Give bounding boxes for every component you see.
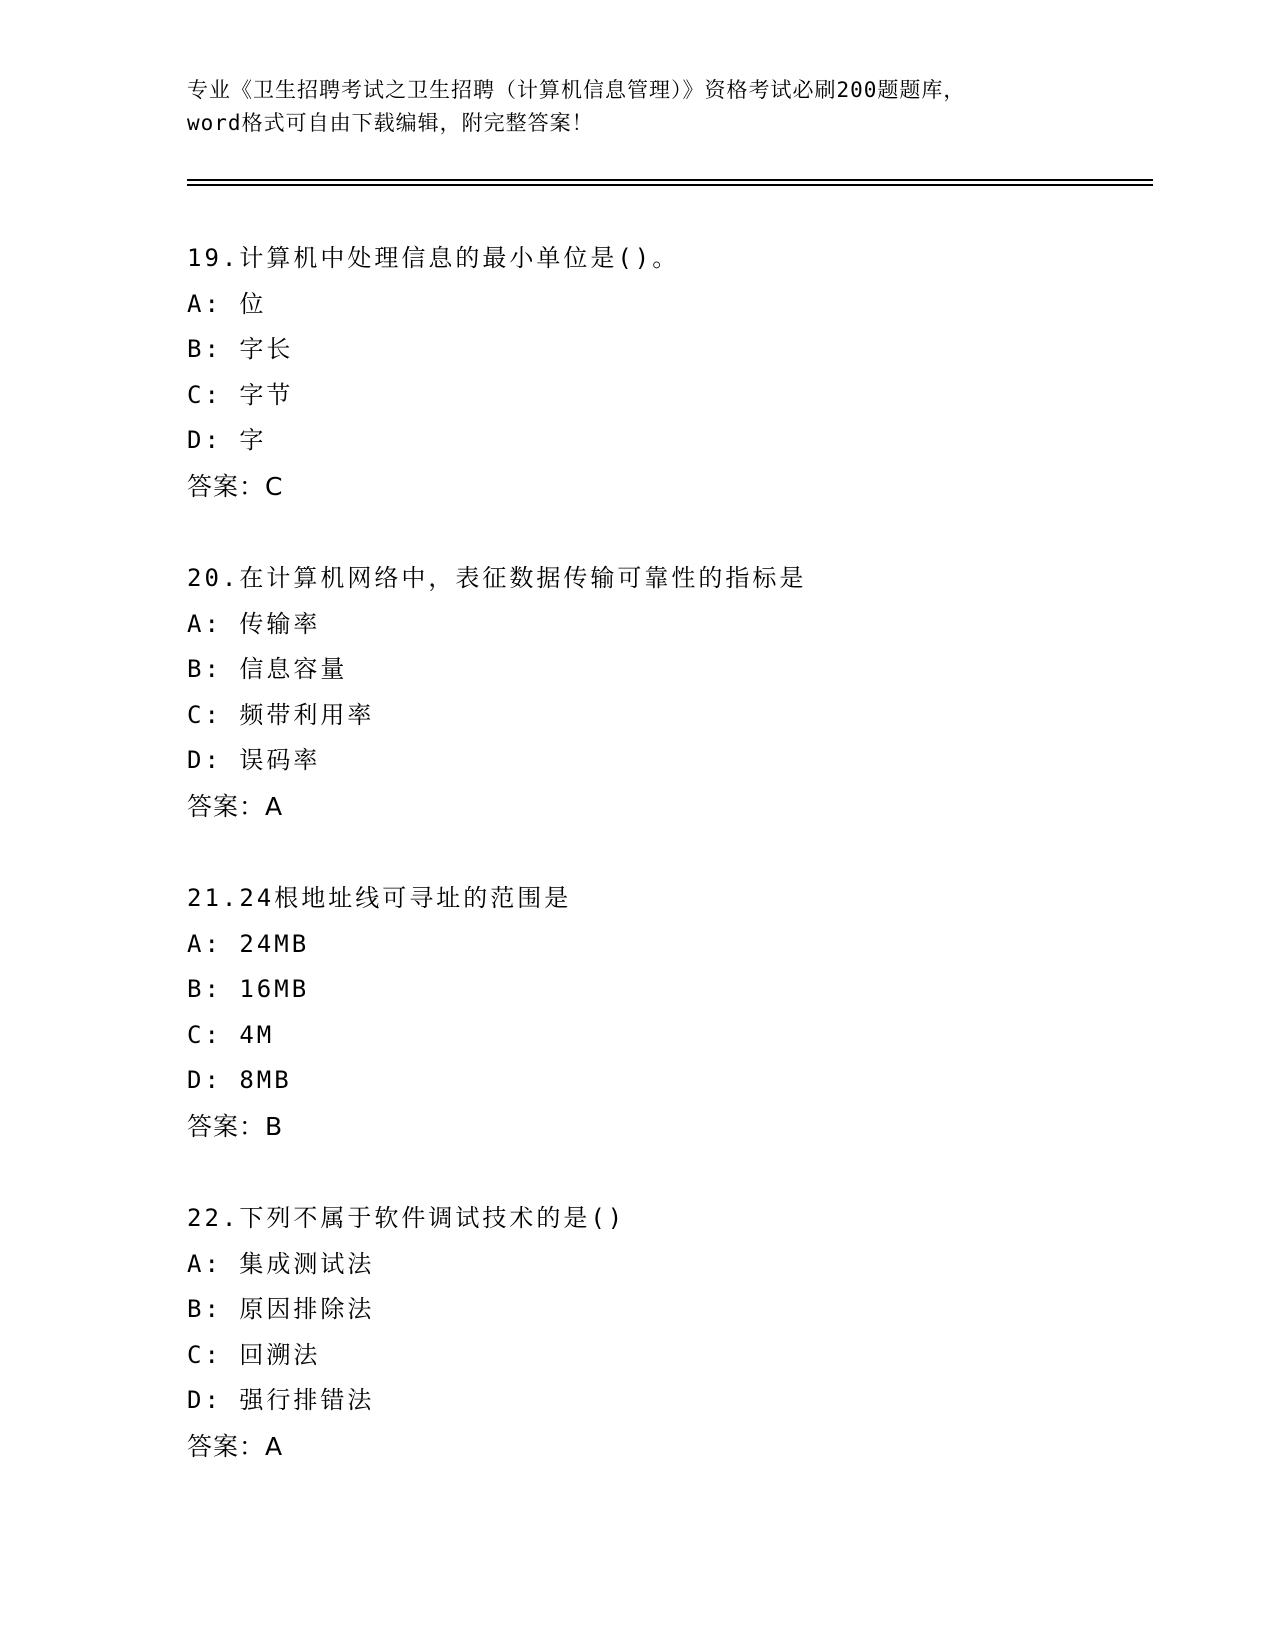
- option-a: A: 位: [187, 289, 267, 318]
- option-a: A: 24MB: [187, 929, 310, 958]
- option-b: B: 字长: [187, 335, 294, 363]
- header-title-line2: word格式可自由下载编辑，附完整答案！: [187, 111, 594, 135]
- answer-line: 答案：A: [187, 1431, 284, 1461]
- option-c: C: 字节: [187, 380, 294, 409]
- option-d: D: 误码率: [187, 746, 321, 774]
- question-stem: 22.下列不属于软件调试技术的是(): [187, 1204, 626, 1232]
- option-b: B: 16MB: [187, 975, 310, 1003]
- question-20: [187, 556, 1147, 876]
- question-stem: 21.24根地址线可寻址的范围是: [187, 884, 572, 912]
- question-stem: 20.在计算机网络中，表征数据传输可靠性的指标是: [187, 564, 807, 592]
- header-divider-bottom: [187, 184, 1153, 186]
- answer-line: 答案：A: [187, 791, 284, 821]
- document-header: [187, 74, 1107, 140]
- header-title-line1: 专业《卫生招聘考试之卫生招聘（计算机信息管理）》资格考试必刷200题题库，: [187, 78, 966, 102]
- question-list: [187, 236, 1147, 1516]
- option-d: D: 字: [187, 426, 267, 454]
- question-19: [187, 236, 1147, 556]
- option-a: A: 传输率: [187, 609, 321, 638]
- option-c: C: 回溯法: [187, 1340, 321, 1369]
- header-divider-top: [187, 179, 1153, 181]
- question-stem: 19.计算机中处理信息的最小单位是()。: [187, 244, 680, 272]
- option-c: C: 频带利用率: [187, 700, 375, 729]
- answer-line: 答案：B: [187, 1111, 284, 1141]
- option-c: C: 4M: [187, 1020, 275, 1049]
- option-b: B: 原因排除法: [187, 1295, 375, 1323]
- option-b: B: 信息容量: [187, 655, 348, 683]
- option-d: D: 强行排错法: [187, 1386, 375, 1414]
- question-21: [187, 876, 1147, 1196]
- question-22: [187, 1196, 1147, 1516]
- option-d: D: 8MB: [187, 1066, 292, 1094]
- answer-line: 答案：C: [187, 471, 284, 501]
- option-a: A: 集成测试法: [187, 1249, 375, 1278]
